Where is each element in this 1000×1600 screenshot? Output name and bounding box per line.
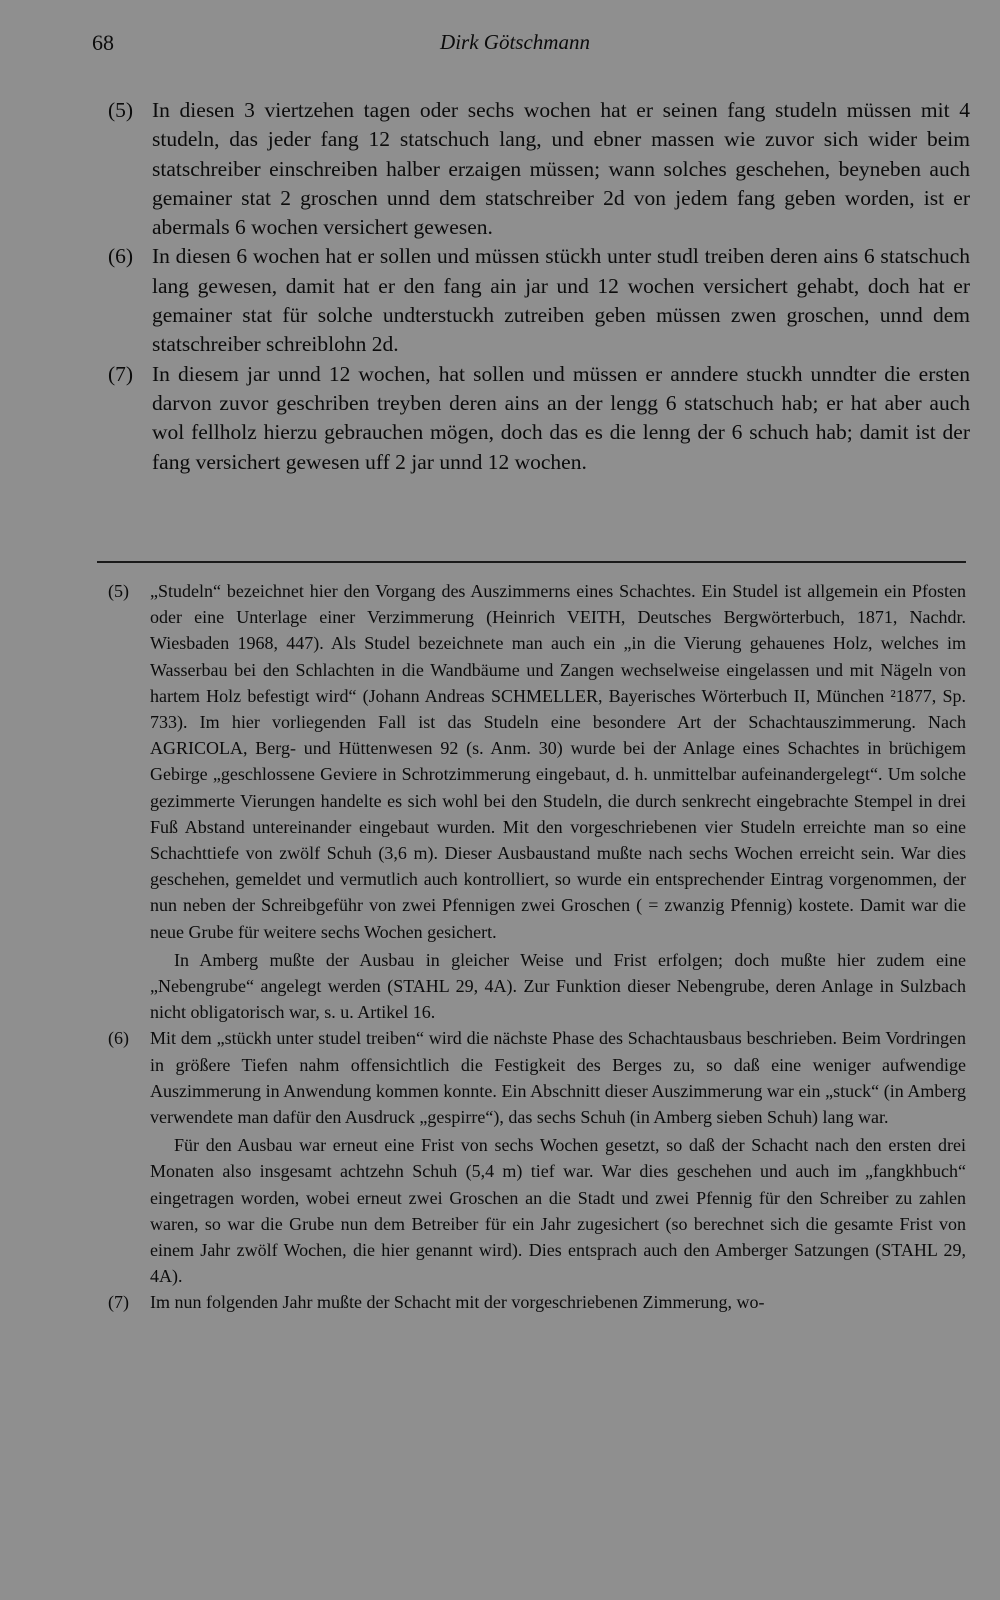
note-number: (5) [108,581,129,601]
note-number: (6) [108,1028,129,1049]
note-5 [108,578,966,1025]
note-body [150,1289,966,1315]
source-entry-7 [108,360,970,477]
note-paragraph: Mit dem „stückh unter studel treiben“ wird die nächste Phase des Schachtausbaus beschrieben. Beim Vordringen in größere Tiefen nahm offensichtlich die Festigkeit des Berges zu, so daß eine weniger aufwendige Auszimmerung in Anwendung kommen konnte. Ein Abschnitt dieser Auszimmerung war ein „stuck“ (in Amberg verwendete man dafür den Ausdruck „gespirre“), das sechs Schuh (in Amberg sieben Schuh) lang war. [150,1028,966,1128]
entry-number: (7) [108,361,134,386]
entry-number: (6) [108,244,134,269]
source-entry-6 [108,242,970,359]
entry-text: In diesen 3 viertzehen tagen oder sechs wochen hat er seinen fang studeln müssen mit 4 studeln, das jeder fang 12 statschuch lang, und ebner massen wie zuvor sich wider beim statschreiber einschreiben halber erzaigen müssen; wann solches geschehen, beyneben auch gemainer stat 2 groschen unnd dem statschreiber 2d von jedem fang geben worden, ist er abermals 6 wochen versichert gewesen. [152,98,970,240]
note-number: (7) [108,1292,129,1313]
entry-text: In diesem jar unnd 12 wochen, hat sollen und müssen er anndere stuckh unndter die ersten darvon zuvor geschriben treyben deren ains an der lengg 6 statschuch hab; er hat aber auch wol fellholz hierzu gebrauchen mögen, doch das es die lenng der 6 schuch hab; damit ist der fang versichert gewesen uff 2 jar unnd 12 wochen. [152,361,970,474]
entry-number: (5) [108,98,134,122]
section-divider [97,561,966,563]
commentary-notes [108,578,966,1316]
note-paragraph: „Studeln“ bezeichnet hier den Vorgang des Auszimmerns eines Schachtes. Ein Studel ist allgemein ein Pfosten oder eine Unterlage einer Verzimmerung (Heinrich VEITH, Deutsches Bergwörterbuch, 1871, Nachdr. Wiesbaden 1968, 447). Als Studel bezeichnete man auch ein „in die Vierung gehauenes Holz, welches im Wasserbau bei den Schlachten in die Wandbäume und Zangen wechselweise eingelassen und mit Nägeln von hartem Holz befestigt wird“ (Johann Andreas SCHMELLER, Bayerisches Wörterbuch II, München ²1877, Sp. 733). Im hier vorliegenden Fall ist das Studeln eine besondere Art der Schachtauszimmerung. Nach AGRICOLA, Berg- und Hüttenwesen 92 (s. Anm. 30) wurde bei der Anlage eines Schachtes in brüchigem Gebirge „geschlossene Geviere in Schrotzimmerung eingebaut, d. h. unmittelbar aufeinandergelegt“. Um solche gezimmerte Vierungen handelte es sich wohl bei den Studeln, die durch senkrecht eingebrachte Stempel in drei Fuß Abstand untereinander eingebaut wurden. Mit den vorgeschriebenen vier Studeln erreichte man so eine Schachttiefe von zwölf Schuh (3,6 m). Dieser Ausbaustand mußte nach sechs Wochen erreicht sein. War dies geschehen, gemeldet und vermutlich auch kontrolliert, so wurde ein entsprechender Eintrag vorgenommen, der nun neben der Schreibgeführ von zwei Pfennigen zwei Groschen ( = zwanzig Pfennig) kostete. Damit war die neue Grube für weitere sechs Wochen gesichert. [150,581,966,942]
source-text [108,96,970,477]
note-paragraph: Im nun folgenden Jahr mußte der Schacht mit der vorgeschriebenen Zimmerung, wo- [150,1292,765,1313]
note-paragraph: Für den Ausbau war erneut eine Frist von sechs Wochen gesetzt, so daß der Schacht nach den ersten drei Monaten also insgesamt achtzehn Schuh (5,4 m) tief war. War dies geschehen und auch im „fangkhbuch“ eingetragen worden, wobei erneut zwei Groschen an die Stadt und zwei Pfennig für den Schreiber zu zahlen waren, so war die Grube nun dem Betreiber für ein Jahr zugesichert (so berechnet sich die gesamte Frist von einem Jahr zwölf Wochen, die hier genannt wird). Dies entsprach auch den Amberger Satzungen (STAHL 29, 4A). [150,1135,966,1287]
running-head: Dirk Götschmann [440,30,590,54]
entry-text: In diesen 6 wochen hat er sollen und müssen stückh unter studl treiben deren ains 6 statschuch lang gewesen, damit hat er den fang ain jar und 12 wochen versichert gehabt, doch hat er gemainer stat für solche undterstuckh zutreiben geben müssen zwen groschen, unnd dem statschreiber schreiblohn 2d. [152,244,970,357]
note-paragraph: In Amberg mußte der Ausbau in gleicher Weise und Frist erfolgen; doch mußte hier zudem eine „Nebengrube“ angelegt werden (STAHL 29, 4A). Zur Funktion dieser Nebengrube, deren Anlage in Sulzbach nicht obligatorisch war, s. u. Artikel 16. [150,949,966,1023]
page-header [92,30,938,60]
note-body [150,1025,966,1289]
note-body [150,578,966,1025]
note-7 [108,1289,966,1315]
page-number: 68 [92,30,114,55]
source-entry-5 [108,96,970,242]
note-6 [108,1025,966,1289]
